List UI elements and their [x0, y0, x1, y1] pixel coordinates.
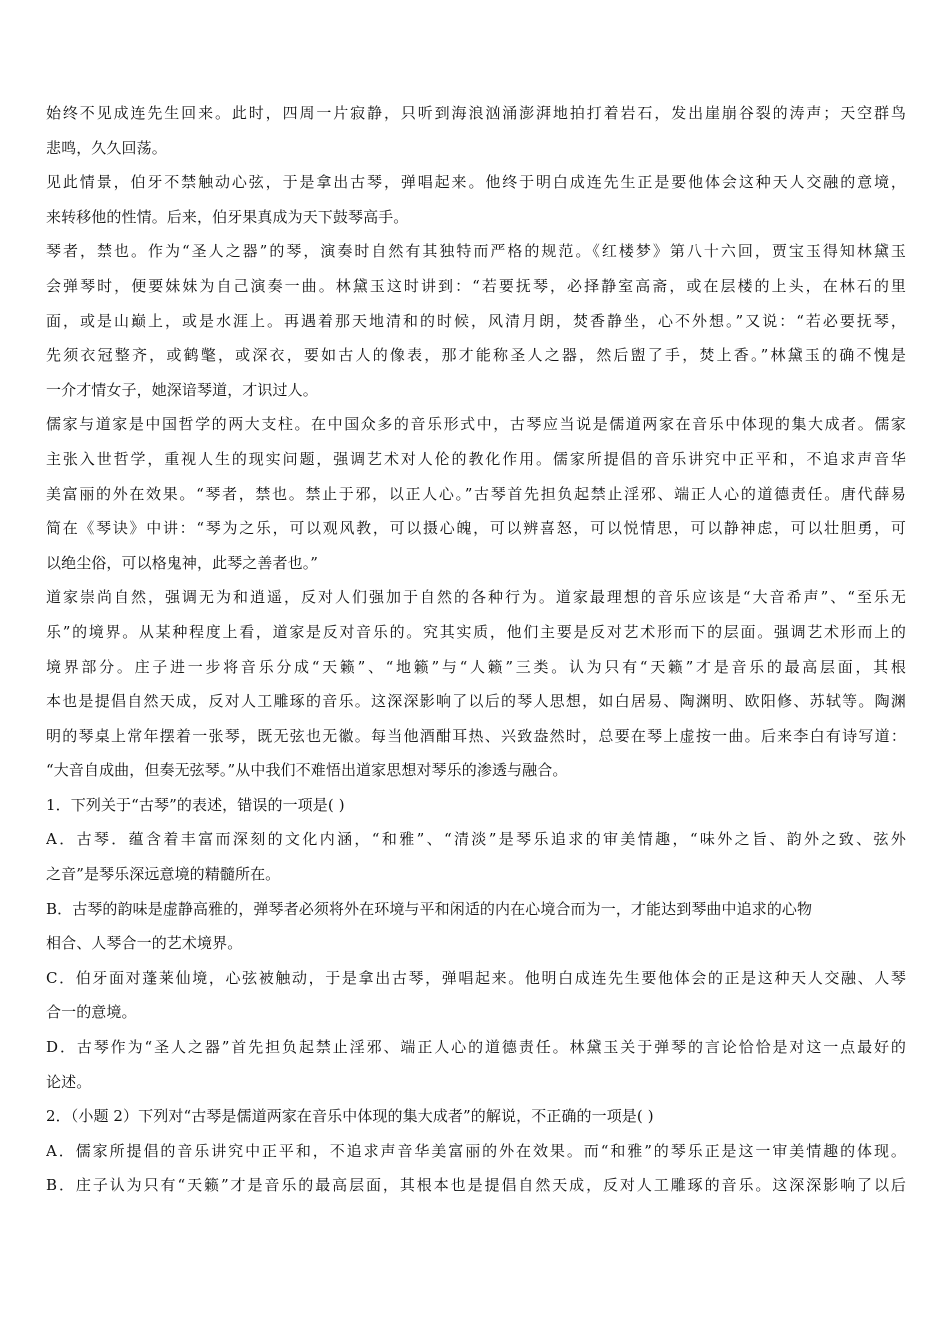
text-line: 主张入世哲学，重视人生的现实问题，强调艺术对人伦的教化作用。儒家所提倡的音乐讲究中正平和，不追求声音华: [46, 449, 906, 468]
text-line: 面，或是山巅上，或是水涯上。再遇着那天地清和的时候，风清月朗，焚香静坐，心不外想。”又说：“若必要抚琴，: [46, 311, 906, 330]
text-line: 一介才情女子，她深谙琴道，才识过人。: [46, 380, 318, 399]
text-line: 琴者，禁也。作为“圣人之器”的琴，演奏时自然有其独特而严格的规范。《红楼梦》第八十六回，贾宝玉得知林黛玉: [46, 242, 906, 261]
text-line: 儒家与道家是中国哲学的两大支柱。在中国众多的音乐形式中，古琴应当说是儒道两家在音乐中体现的集大成者。儒家: [46, 415, 906, 434]
text-line: 1．下列关于“古琴”的表述，错误的一项是( ): [46, 795, 345, 814]
text-line: 先须衣冠整齐，或鹤氅，或深衣，要如古人的像表，那才能称圣人之器，然后盥了手，焚上香。”林黛玉的确不愧是: [46, 346, 906, 365]
text-line: 之音”是琴乐深远意境的精髓所在。: [46, 865, 281, 884]
text-line: D．古琴作为“圣人之器”首先担负起禁止淫邪、端正人心的道德责任。林黛玉关于弹琴的言论恰恰是对这一点最好的: [46, 1038, 906, 1057]
text-line: B．庄子认为只有“天籁”才是音乐的最高层面，其根本也是提倡自然天成，反对人工雕琢的音乐。这深深影响了以后: [46, 1176, 906, 1195]
text-line: 乐”的境界。从某种程度上看，道家是反对音乐的。究其实质，他们主要是反对艺术形而下的层面。强调艺术形而上的: [46, 622, 906, 641]
text-line: 见此情景，伯牙不禁触动心弦，于是拿出古琴，弹唱起来。他终于明白成连先生正是要他体会这种天人交融的意境，: [46, 173, 906, 192]
text-line: A．古琴．蕴含着丰富而深刻的文化内涵，“和雅”、“清淡”是琴乐追求的审美情趣，“味外之旨、韵外之致、弦外: [46, 830, 906, 849]
text-line: 以绝尘俗，可以格鬼神，此琴之善者也。”: [46, 553, 319, 572]
text-line: “大音自成曲，但奏无弦琴。”从中我们不难悟出道家思想对琴乐的渗透与融合。: [46, 761, 568, 780]
text-line: B．古琴的韵味是虚静高雅的，弹琴者必须将外在环境与平和闲适的内在心境合而为一，才能达到琴曲中追求的心物: [46, 899, 813, 918]
document-page: [46, 96, 906, 1203]
text-line: 简在《琴诀》中讲：“琴为之乐，可以观风教，可以摄心魄，可以辨喜怒，可以悦情思，可以静神虑，可以壮胆勇，可: [46, 519, 906, 538]
text-line: A．儒家所提倡的音乐讲究中正平和，不追求声音华美富丽的外在效果。而“和雅”的琴乐正是这一审美情趣的体现。: [46, 1141, 906, 1160]
text-line: 相合、人琴合一的艺术境界。: [46, 934, 243, 953]
text-line: 会弹琴时，便要妹妹为自己演奏一曲。林黛玉这时讲到：“若要抚琴，必择静室高斋，或在层楼的上头，在林石的里: [46, 276, 906, 295]
text-line: 美富丽的外在效果。“琴者，禁也。禁止于邪，以正人心。”古琴首先担负起禁止淫邪、端正人心的道德责任。唐代薛易: [46, 484, 906, 503]
text-line: 道家崇尚自然，强调无为和逍遥，反对人们强加于自然的各种行为。道家最理想的音乐应该是“大音希声”、“至乐无: [46, 588, 906, 607]
text-line: 合一的意境。: [46, 1003, 137, 1022]
text-line: 来转移他的性情。后来，伯牙果真成为天下鼓琴高手。: [46, 207, 409, 226]
text-line: 2．（小题 2）下列对“古琴是儒道两家在音乐中体现的集大成者”的解说，不正确的一项是( ): [46, 1107, 654, 1126]
text-line: 本也是提倡自然天成，反对人工雕琢的音乐。这深深影响了以后的琴人思想，如白居易、陶渊明、欧阳修、苏轼等。陶渊: [46, 692, 906, 711]
text-line: 境界部分。庄子进一步将音乐分成“天籁”、“地籁”与“人籁”三类。认为只有“天籁”才是音乐的最高层面，其根: [46, 657, 906, 676]
text-line: C．伯牙面对蓬莱仙境，心弦被触动，于是拿出古琴，弹唱起来。他明白成连先生要他体会的正是这种天人交融、人琴: [46, 968, 906, 987]
text-line: 悲鸣，久久回荡。: [46, 138, 167, 157]
text-line: 明的琴桌上常年摆着一张琴，既无弦也无徽。每当他酒酣耳热、兴致盎然时，总要在琴上虚按一曲。后来李白有诗写道：: [46, 726, 906, 745]
text-line: 论述。: [46, 1072, 92, 1091]
text-line: 始终不见成连先生回来。此时，四周一片寂静，只听到海浪汹涌澎湃地拍打着岩石，发出崖崩谷裂的涛声；天空群鸟: [46, 104, 906, 122]
